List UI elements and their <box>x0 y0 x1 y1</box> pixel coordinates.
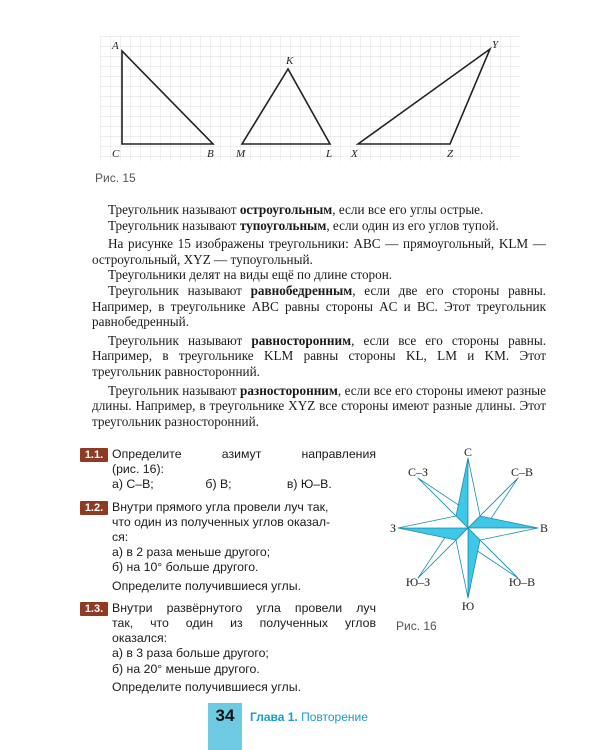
option-a: а) в 3 раза больше другого; <box>112 646 269 661</box>
exercise-number: 1.2. <box>80 501 108 515</box>
compass-point-e <box>468 516 538 540</box>
exercise-text: так, что один из полученных углов <box>112 616 376 631</box>
label-X: X <box>351 148 358 160</box>
chapter-title: Повторение <box>301 710 368 724</box>
paragraph-figure-ref: На рисунке 15 изображены треугольники: ABC — прямоугольный, KLM — остроугольный, XYZ — тупоугольный. <box>92 236 546 267</box>
label-C: C <box>112 148 120 160</box>
paragraph-obtuse: Треугольник называют тупоугольным, если один из его углов тупой. <box>108 217 499 233</box>
label-K: K <box>286 55 294 67</box>
compass-point-w <box>398 516 468 540</box>
paragraph-acute: Треугольник называют остроугольным, если все его углы острые. <box>108 202 484 217</box>
paragraph-by-sides: Треугольники делят на виды ещё по длине сторон. <box>108 267 393 283</box>
paragraph-isosceles: Треугольник называют равнобедренным, если две его стороны равны. Например, в треугольнике ABC равны стороны AC и BC. Этот треугольник равнобедренный. <box>92 282 546 330</box>
exercise-list <box>80 447 376 702</box>
exercise-text: Внутри прямого угла провели луч так, <box>112 499 329 514</box>
figure-16-compass-rose <box>380 446 560 616</box>
compass-label-se: Ю–В <box>508 575 536 589</box>
exercise-number: 1.3. <box>80 602 108 616</box>
figure-15-caption: Рис. 15 <box>95 171 136 185</box>
figure-15-triangles <box>100 36 520 161</box>
compass-label-n: С <box>463 446 473 459</box>
option-b: б) на 20° меньше другого. <box>112 661 260 676</box>
main-text <box>92 202 546 429</box>
compass-label-sw: Ю–З <box>405 575 431 589</box>
exercise-text: что один из полученных углов оказал- <box>112 514 331 529</box>
compass-label-e: В <box>539 521 549 535</box>
option-a: а) С–В; <box>112 477 154 492</box>
option-b: б) В; <box>205 477 232 492</box>
running-footer <box>250 710 368 724</box>
chapter-label: Глава 1. <box>250 710 298 724</box>
compass-label-nw: С–З <box>407 465 429 479</box>
compass-label-w: З <box>389 521 397 535</box>
label-B: B <box>207 148 214 160</box>
exercise-1-3 <box>80 601 376 695</box>
option-c: в) Ю–В. <box>286 477 332 492</box>
exercise-task: Определите получившиеся углы. <box>112 578 301 593</box>
exercise-task: Определите получившиеся углы. <box>112 679 301 694</box>
exercise-options <box>112 477 376 492</box>
compass-label-ne: С–В <box>510 465 534 479</box>
paragraph-scalene: Треугольник называют разносторонним, если все его стороны имеют разные длины. Например, в треугольнике XYZ все стороны имеют разные длины. Этот треугольник разносторонний. <box>92 382 547 429</box>
page-number: 34 <box>215 706 235 725</box>
exercise-number: 1.1. <box>80 448 108 462</box>
option-a: а) в 2 раза меньше другого; <box>112 545 271 560</box>
exercise-1-1 <box>80 447 376 493</box>
exercise-text: (рис. 16): <box>112 462 164 477</box>
label-Z: Z <box>447 148 454 160</box>
exercise-text: ся: <box>112 530 129 545</box>
compass-point-n <box>456 458 480 528</box>
exercise-text: оказался: <box>112 631 168 646</box>
label-Y: Y <box>492 39 499 51</box>
label-A: A <box>112 40 119 52</box>
figure-16-caption: Рис. 16 <box>396 619 437 633</box>
compass-label-s: Ю <box>461 599 475 613</box>
exercise-text: Внутри развёрнутого угла провели луч <box>112 600 376 615</box>
compass-point-s <box>456 528 480 598</box>
exercise-1-2 <box>80 500 376 594</box>
option-b: б) на 10° больше другого. <box>112 560 259 575</box>
label-L: L <box>326 148 333 160</box>
exercise-text: Определите азимут направления <box>112 447 376 461</box>
label-M: M <box>236 148 246 160</box>
paragraph-equilateral: Треугольник называют равносторонним, если все его стороны равны. Например, в треугольнике KLM равны стороны KL, LM и KM. Этот треугольник равносторонний. <box>92 332 547 379</box>
